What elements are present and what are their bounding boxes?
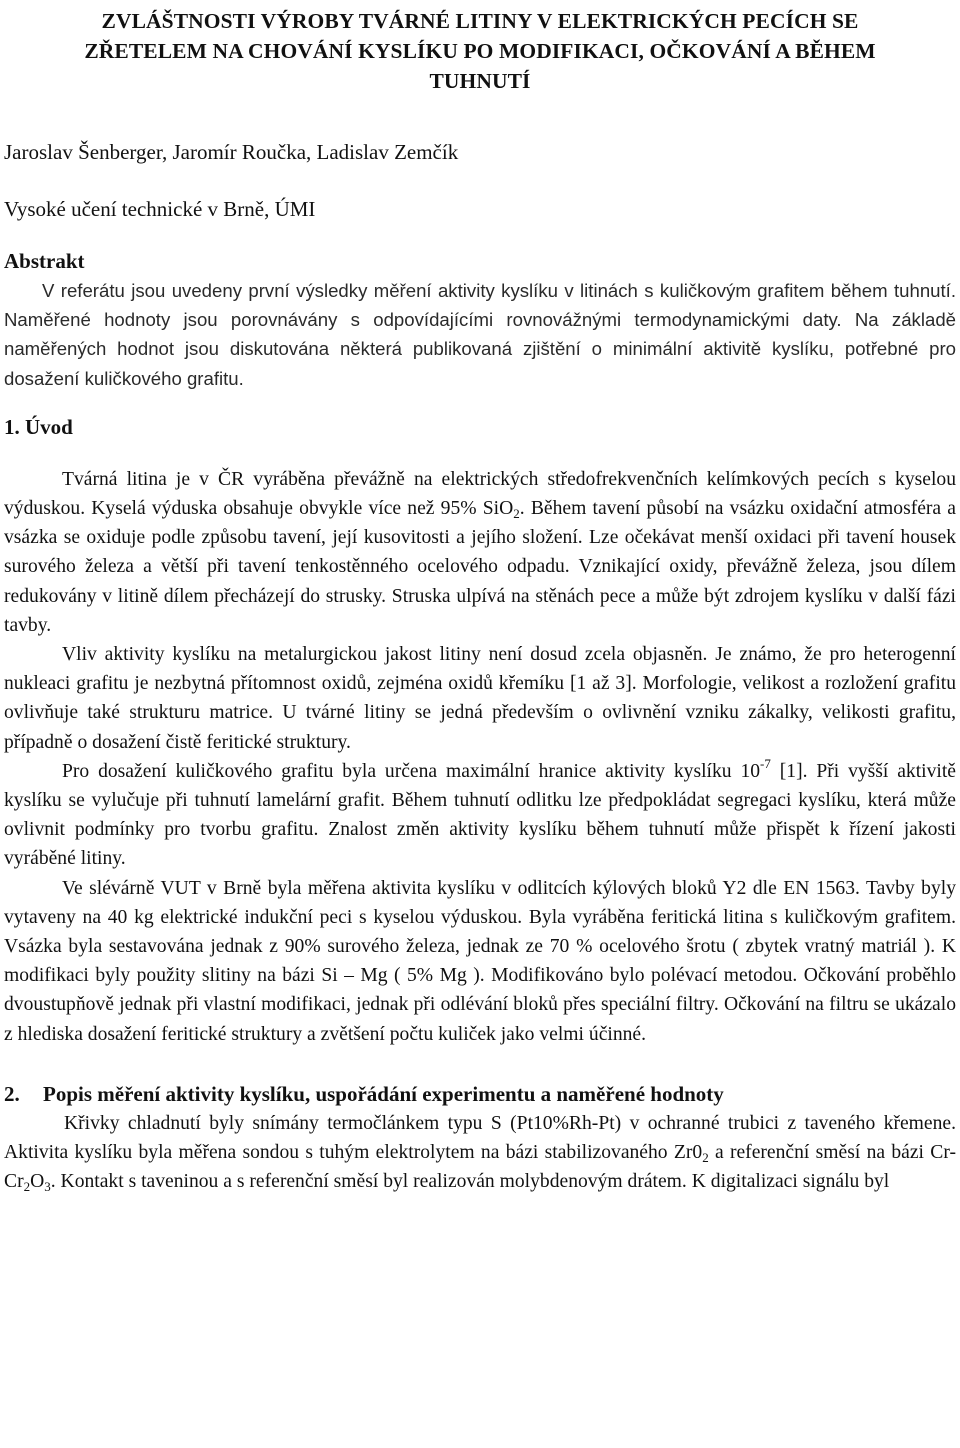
paragraph: [4, 757, 956, 874]
authors: Jaroslav Šenberger, Jaromír Roučka, Ladislav Zemčík: [4, 140, 459, 164]
title-line: ZŘETELEM NA CHOVÁNÍ KYSLÍKU PO MODIFIKACI, OČKOVÁNÍ A BĚHEM: [84, 39, 876, 63]
subscript: 2: [23, 1179, 31, 1195]
section-title: Úvod: [25, 414, 73, 439]
paragraph-text: O: [30, 1171, 45, 1193]
affiliation: Vysoké učení technické v Brně, ÚMI: [4, 197, 316, 221]
title-line: TUHNUTÍ: [429, 69, 531, 93]
superscript: -7: [760, 755, 771, 771]
section-1-body: [4, 465, 956, 1049]
abstract-text: V referátu jsou uvedeny první výsledky měření aktivity kyslíku v litinách s kuličkovým grafitem během tuhnutí. Naměřené hodnoty jsou porovnávány s odpovídajícími rovnovážnými termodynamickými daty. Na základě naměřených hodnot jsou diskutována některá publikovaná zjištění o minimální aktivitě kyslíku, potřebné pro dosažení kuličkového grafitu.: [4, 280, 956, 389]
paragraph: [4, 465, 956, 640]
subscript: 3: [44, 1179, 51, 1195]
section-1-heading: [4, 413, 956, 442]
paragraph: [4, 1109, 956, 1197]
paragraph-text: Křivky chladnutí byly snímány termočlánkem typu S (Pt10%Rh-Pt) v ochranné trubici z taveného křemene. Aktivita kyslíku byla měřena sondou s tuhým elektrolytem na bázi stabilizovaného Zr0: [4, 1112, 956, 1164]
paragraph: Vliv aktivity kyslíku na metalurgickou jakost litiny není dosud zcela objasněn. Je známo, že pro heterogenní nukleaci grafitu je nezbytná přítomnost oxidů, zejména oxidů křemíku [1 až 3]. Morfologie, velikost a rozložení grafitu ovlivňuje také strukturu matrice. U tvárné litiny se jedná především o ovlivnění vzniku zákalky, velikosti grafitu, případně o dosažení čistě feritické struktury.: [4, 644, 956, 753]
paper-title: [4, 6, 956, 96]
paragraph-text: [1]. Při vyšší aktivitě kyslíku se vylučuje při tuhnutí lamelární grafit. Během tuhnutí odlitku lze předpokládat segregaci kyslíku, která může ovlivnit podmínky pro tvorbu grafitu. Znalost změn aktivity kyslíku během tuhnutí může přispět k řízení jakosti vyráběné litiny.: [4, 760, 957, 870]
paragraph-text: a referenční směsí na bázi Cr-Cr: [4, 1142, 956, 1193]
paragraph-text: . Během tavení působí na vsázku oxidační atmosféra a vsázka se oxiduje podle způsobu tavení, její kusovitosti a jejího složení. Lze očekávat menší oxidaci při tavení housek surového železa a větší při tavení tenkostěnného ocelového odpadu. Vznikající oxidy, převážně železa, jsou dílem redukovány v litině dílem přecházejí do strusky. Struska ulpívá na stěnách pece a může být zdrojem kyslíku v další fázi tavby.: [4, 498, 957, 636]
section-2-heading: [4, 1080, 956, 1109]
abstract-heading: Abstrakt: [4, 249, 85, 273]
section-title: Popis měření aktivity kyslíku, uspořádání experimentu a naměřené hodnoty: [43, 1081, 724, 1106]
subscript: 2: [702, 1150, 709, 1166]
paragraph-text: Tvárná litina je v ČR vyráběna převážně na elektrických středofrekvenčních kelímkových pecích s kyselou výduskou. Kyselá výduska obsahuje obvykle více než 95% SiO: [4, 468, 956, 520]
paragraph-text: . Kontakt s taveninou a s referenční směsí byl realizován molybdenovým drátem. K digitalizaci signálu byl: [50, 1171, 890, 1193]
title-line: ZVLÁŠTNOSTI VÝROBY TVÁRNÉ LITINY V ELEKTRICKÝCH PECÍCH SE: [101, 9, 859, 33]
section-number: 2.: [4, 1081, 20, 1106]
paragraph: Ve slévárně VUT v Brně byla měřena aktivita kyslíku v odlitcích kýlových bloků Y2 dle EN 1563. Tavby byly vytaveny na 40 kg elektrické indukční peci s kyselou výduskou. Byla vyráběna feritická litina s kuličkovým grafitem. Vsázka byla sestavována jednak z 90% surového železa, jednak ze 70 % ocelového šrotu ( zbytek vratný matriál ). K modifikaci byly použity slitiny na bázi Si – Mg ( 5% Mg ). Modifikováno bylo polévací metodou. Očkování proběhlo dvoustupňově jednak při vlastní modifikaci, jednak při odlévání bloků přes speciální filtry. Očkování na filtru se ukázalo z hlediska dosažení feritické struktury a zvětšení počtu kuliček jako velmi účinné.: [4, 877, 956, 1045]
section-2-body: [4, 1109, 956, 1197]
subscript: 2: [513, 506, 520, 522]
paragraph-text: Pro dosažení kuličkového grafitu byla určena maximální hranice aktivity kyslíku 10: [62, 760, 761, 782]
section-number: 1.: [4, 414, 20, 439]
